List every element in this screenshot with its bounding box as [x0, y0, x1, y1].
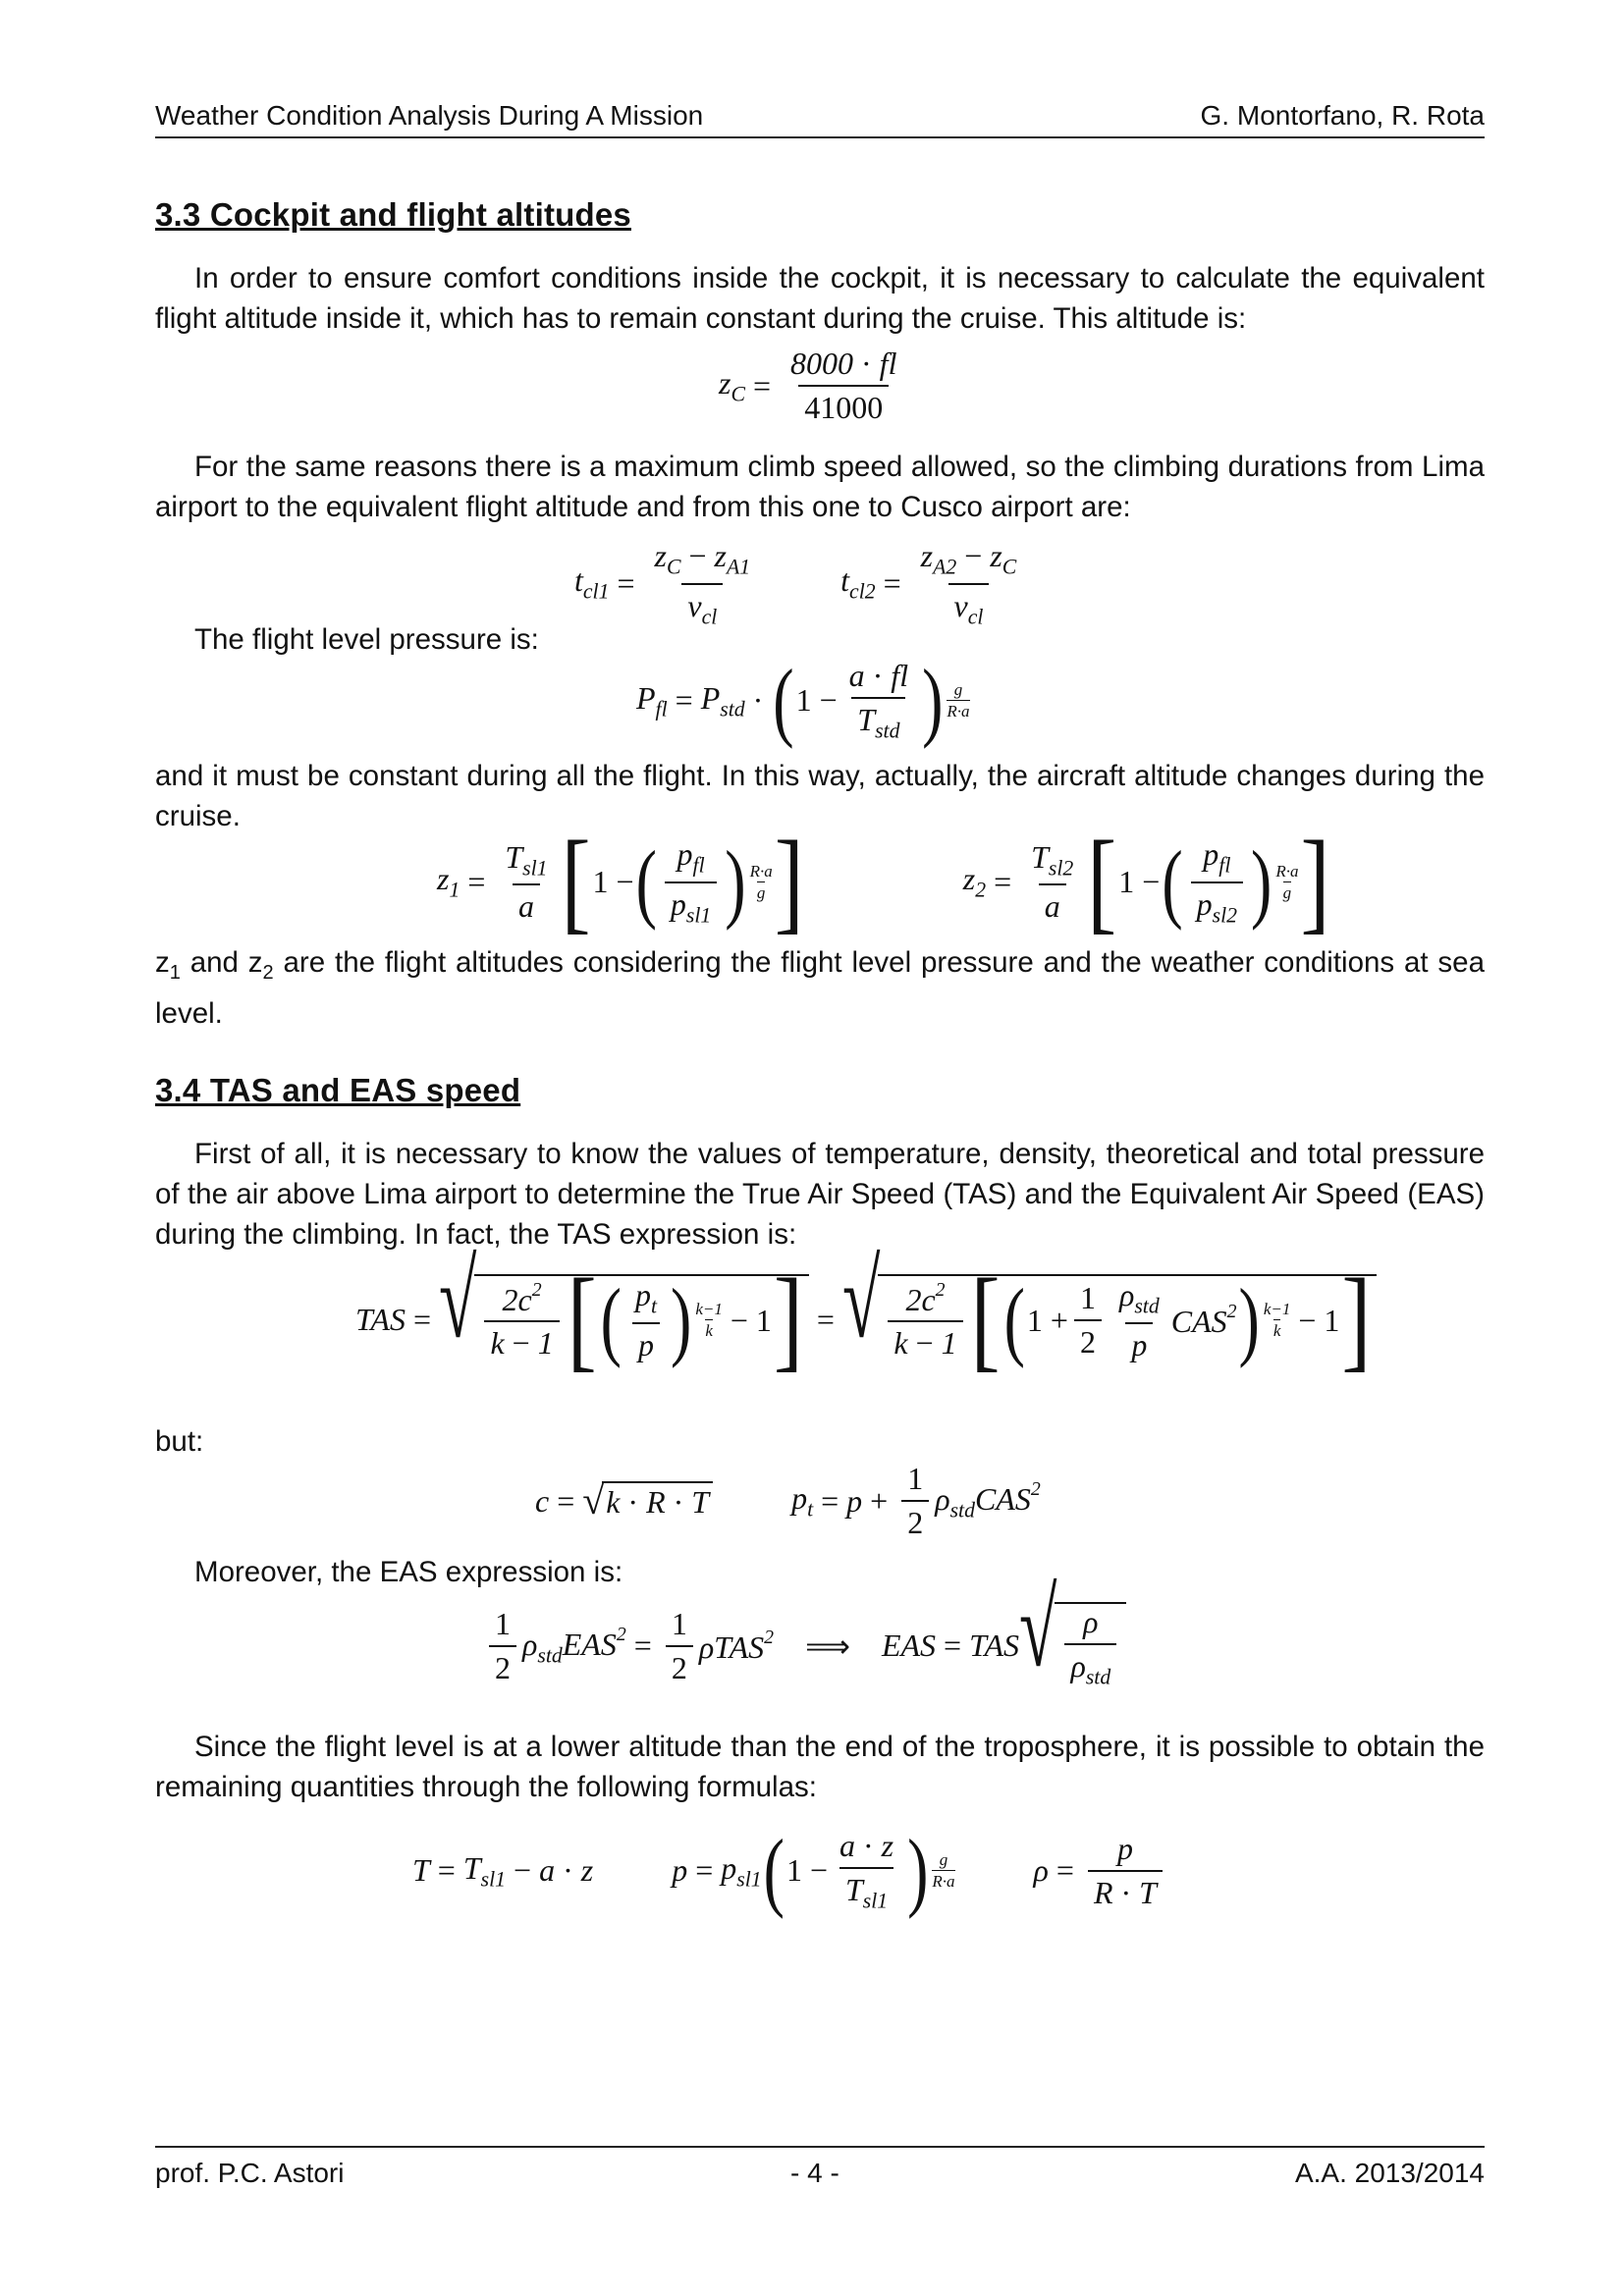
equation-z1-z2: $z_1$ = $\frac{T_{sl1}}{a}$ [ 1 − ( $\frac{p_{fl}}{p_{sl1}}$ ) R·a g ] $z_2$ = $\frac{T_{sl2}}{a}$ [ 1 − ( $\frac{p_{fl}}{p_{sl2}}$ ) R·a g ]: [437, 818, 1330, 945]
section-heading-cockpit: 3.3 Cockpit and flight altitudes: [155, 196, 631, 233]
equation-zc: $z_C$ = $\frac{8000 \cdot fl}{41000}$: [719, 346, 897, 425]
page-number: - 4 -: [790, 2158, 839, 2188]
footer-professor: prof. P.C. Astori: [155, 2158, 345, 2188]
equation-tcl: $t_{cl1}$ = $\frac{z_C - z_{A1}}{v_{cl}}$ $t_{cl2}$ = $\frac{z_{A2} - z_C}{v_{cl}}$: [574, 538, 1017, 629]
paragraph: and it must be constant during all the flight. In this way, actually, the aircraft altitude changes during the cruise.: [155, 760, 1485, 832]
equation-tas: TAS = √ $\frac{2c^2}{k - 1}$ [ ( $\frac{p_t}{p}$ ) k−1 k − 1 ] = √ $\frac{2c^2}{k - 1}$ [ ( 1 + $\frac{1}{2}$ $\frac{\rho_{std}}{p}$ CAS$^2$ ) k−1 k − 1 ]: [355, 1274, 1377, 1364]
equation-c-pt: c = √ k · R · T $p_t$ = p + $\frac{1}{2}$ $\rho_{std}CAS^2$: [535, 1461, 1041, 1540]
section-heading-tas-eas: 3.4 TAS and EAS speed: [155, 1072, 521, 1108]
header-authors: G. Montorfano, R. Rota: [1200, 100, 1485, 131]
equation-pfl: $P_{fl}$ = $P_{std}$ · ( 1 − $\frac{a \cdot fl}{T_{std}}$ ) g R·a: [636, 651, 970, 749]
equation-t-p-rho: T = $T_{sl1}$ − a · z p = $p_{sl1}$ ( 1 − $\frac{a \cdot z}{T_{sl1}}$ ) g R·a ρ = $\frac{p}{R \cdot T}$: [412, 1828, 1168, 1914]
paragraph: but:: [155, 1425, 204, 1458]
header-rule: [155, 136, 1485, 138]
equation-eas: $\frac{1}{2}$ $\rho_{std}EAS^2$ = $\frac{1}{2}$ ρTAS$^2$ ⟹ EAS = TAS √ $\frac{\rho}{\rho_{std}}$: [483, 1602, 1126, 1690]
paragraph: For the same reasons there is a maximum climb speed allowed, so the climbing durations from Lima airport to the equivalent flight altitude and from this one to Cusco airport are:: [155, 451, 1485, 523]
header-title: Weather Condition Analysis During A Mission: [155, 100, 704, 131]
footer-rule: [155, 2146, 1485, 2148]
paragraph: In order to ensure comfort conditions inside the cockpit, it is necessary to calculate the equivalent flight altitude inside it, which has to remain constant during the cruise. This altitude is:: [155, 262, 1485, 335]
paragraph-text: are the flight altitudes considering the flight level pressure and the weather conditions at sea level.: [155, 946, 1485, 1030]
paragraph: Moreover, the EAS expression is:: [194, 1556, 623, 1588]
paragraph: First of all, it is necessary to know the values of temperature, density, theoretical and total pressure of the air above Lima airport to determine the True Air Speed (TAS) and the Equivalent Air Speed (EAS) during the climbing. In fact, the TAS expression is:: [155, 1138, 1485, 1251]
footer-academic-year: A.A. 2013/2014: [1294, 2158, 1485, 2188]
paragraph: Since the flight level is at a lower altitude than the end of the troposphere, it is possible to obtain the remaining quantities through the following formulas:: [155, 1731, 1485, 1803]
paragraph: The flight level pressure is:: [194, 623, 539, 656]
paragraph: $z_1$ and $z_2$ are the flight altitudes considering the flight level pressure and the weather conditions at sea level.: [155, 946, 1485, 1030]
